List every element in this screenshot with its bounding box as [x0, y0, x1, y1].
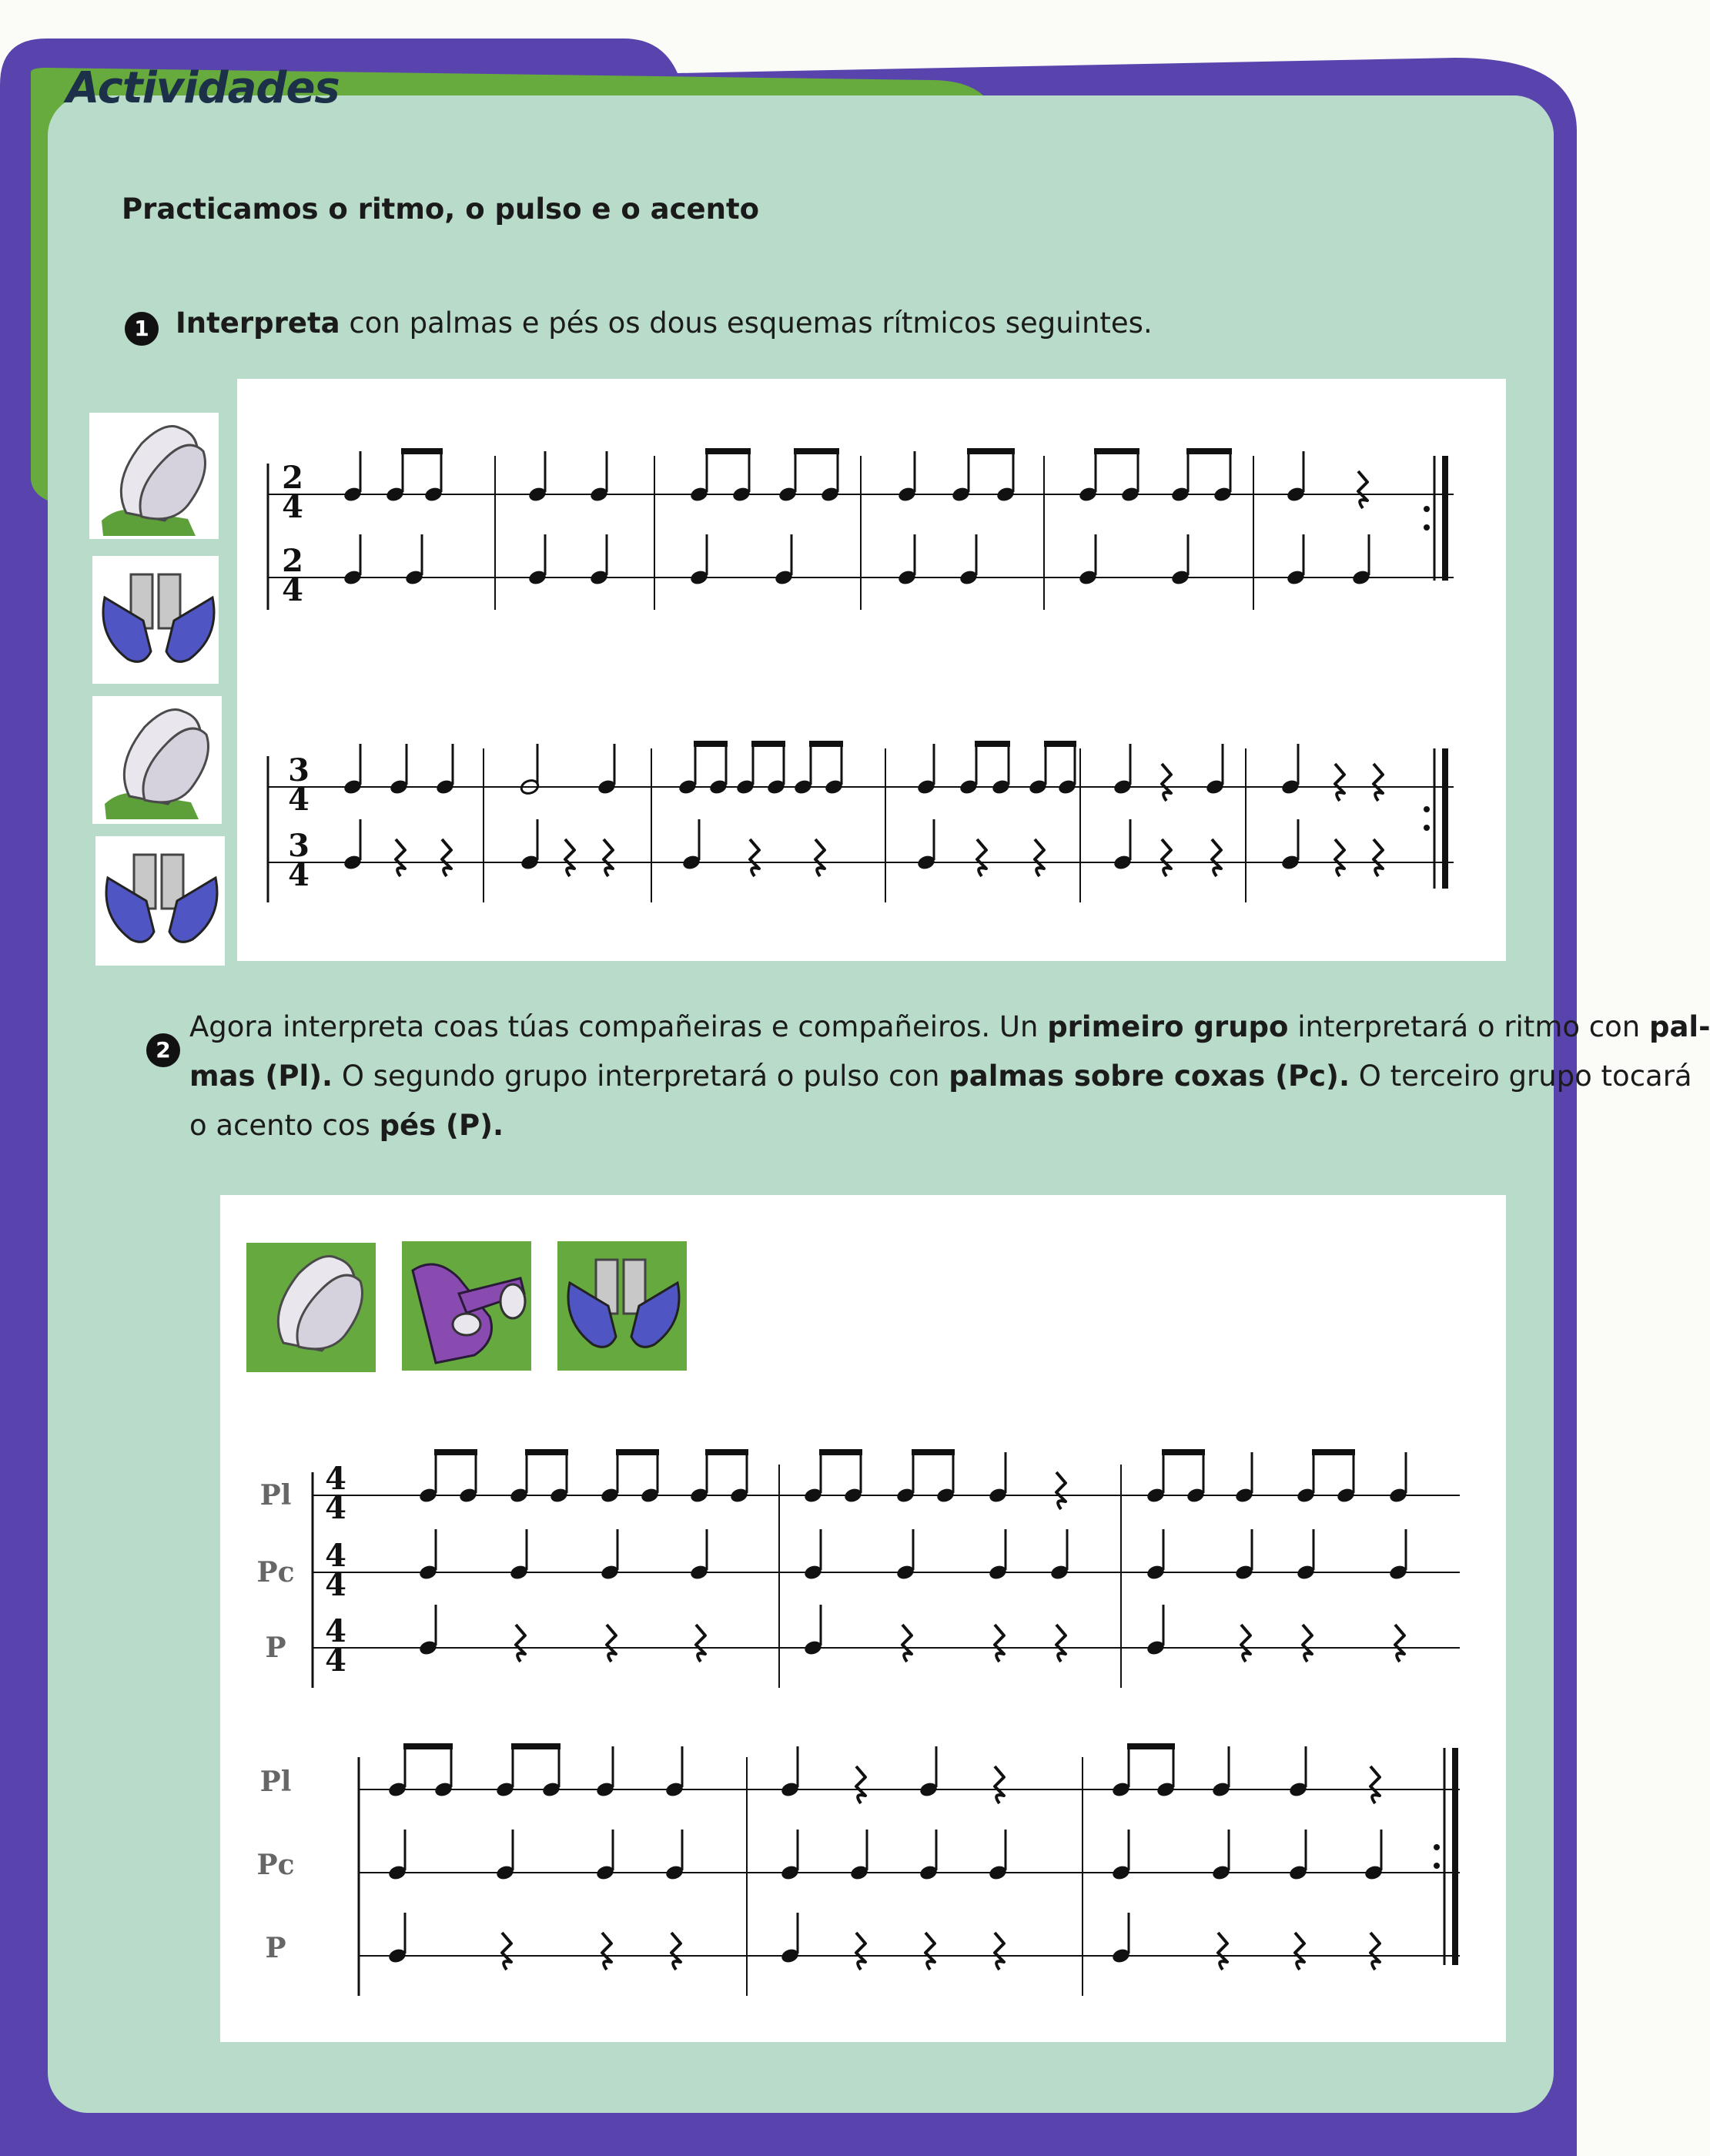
- quarter-rest: [902, 1625, 912, 1662]
- staff-row-label: P: [265, 1932, 286, 1964]
- act2-t2: interpretará o ritmo con: [1288, 1010, 1649, 1043]
- quarter-rest: [1212, 839, 1221, 876]
- section-heading: Practicamos o ritmo, o pulso e o acento: [122, 192, 760, 226]
- quarter-rest: [1035, 839, 1044, 876]
- clapping-hands-icon: [89, 413, 219, 539]
- quarter-rest: [1056, 1625, 1066, 1662]
- activity-1-verb: Interpreta: [176, 306, 340, 340]
- act2-b1: primeiro grupo: [1047, 1010, 1289, 1043]
- time-signature-bottom: 4: [325, 1490, 346, 1526]
- quarter-rest: [1295, 1933, 1304, 1970]
- repeat-dot: [1424, 806, 1430, 812]
- time-signature-bottom: 4: [325, 1567, 346, 1603]
- final-barline: [1442, 748, 1448, 889]
- quarter-rest: [396, 839, 405, 876]
- quarter-rest: [856, 1766, 865, 1803]
- score-1-box: [237, 379, 1506, 961]
- time-signature-bottom: 4: [325, 1642, 346, 1679]
- act2-t1: Agora interpreta coas túas compañeiras e compañeiros. Un: [189, 1010, 1048, 1043]
- staff-row-label: Pl: [259, 1766, 292, 1798]
- eighth-beam: [794, 448, 839, 454]
- feet-icon-tile-1: [92, 556, 219, 684]
- quarter-rest: [1395, 1625, 1404, 1662]
- activity-1-text: con palmas e pés os dous esquemas rítmicos seguintes.: [340, 306, 1153, 340]
- quarter-rest: [565, 839, 574, 876]
- eighth-beam: [809, 741, 843, 747]
- final-barline: [1452, 1748, 1458, 1965]
- quarter-rest: [442, 839, 451, 876]
- eighth-beam: [1127, 1743, 1175, 1749]
- eighth-beam: [525, 1449, 568, 1455]
- quarter-rest: [815, 839, 825, 876]
- staff-row-label: Pc: [256, 1556, 295, 1589]
- quarter-rest: [1241, 1625, 1250, 1662]
- quarter-rest: [671, 1933, 681, 1970]
- quarter-rest: [1374, 839, 1383, 876]
- quarter-rest: [925, 1933, 935, 1970]
- quarter-rest: [977, 839, 986, 876]
- time-signature-top: 2: [282, 460, 303, 496]
- quarter-rest: [502, 1933, 511, 1970]
- rhythm-score-activity-1: [237, 379, 1506, 961]
- quarter-rest: [1370, 1933, 1380, 1970]
- rhythm-score-activity-2: [220, 1195, 1506, 2042]
- clap-icon-tile-2: [92, 696, 222, 824]
- quarter-rest: [1374, 764, 1383, 801]
- act2-b2b: mas (Pl).: [189, 1060, 333, 1093]
- quarter-rest: [1303, 1625, 1312, 1662]
- quarter-rest: [995, 1766, 1004, 1803]
- eighth-beam: [819, 1449, 862, 1455]
- quarter-rest: [1335, 839, 1344, 876]
- quarter-rest: [1335, 764, 1344, 801]
- feet-stomp-icon: [95, 836, 225, 966]
- quarter-rest: [696, 1625, 705, 1662]
- act2-t5: o acento cos: [189, 1109, 380, 1142]
- eighth-beam: [401, 448, 443, 454]
- eighth-beam: [403, 1743, 453, 1749]
- clap-icon-tile-1: [89, 413, 219, 539]
- eighth-beam: [1044, 741, 1076, 747]
- eighth-beam: [434, 1449, 477, 1455]
- quarter-rest: [1358, 471, 1367, 508]
- eighth-beam: [694, 741, 728, 747]
- quarter-rest: [516, 1625, 525, 1662]
- final-barline: [1442, 456, 1448, 581]
- eighth-beam: [1312, 1449, 1355, 1455]
- feet-icon-tile-2: [95, 836, 225, 966]
- act2-t4: O terceiro grupo tocará: [1350, 1060, 1692, 1093]
- eighth-beam: [705, 448, 751, 454]
- time-signature-bottom: 4: [288, 782, 310, 818]
- eighth-beam: [975, 741, 1010, 747]
- repeat-dot: [1424, 524, 1430, 531]
- eighth-beam: [1162, 1449, 1205, 1455]
- score-2-box: [220, 1195, 1506, 2042]
- feet-stomp-icon: [92, 556, 219, 684]
- quarter-rest: [856, 1933, 865, 1970]
- time-signature-bottom: 4: [282, 572, 303, 608]
- quarter-rest: [607, 1625, 616, 1662]
- act2-t3: O segundo grupo interpretará o pulso con: [333, 1060, 949, 1093]
- eighth-beam: [1094, 448, 1139, 454]
- quarter-rest: [604, 839, 613, 876]
- eighth-beam: [1186, 448, 1232, 454]
- act2-b3: palmas sobre coxas (Pc).: [949, 1060, 1350, 1093]
- staff-row-label: Pc: [256, 1849, 295, 1881]
- repeat-dot: [1434, 1844, 1440, 1850]
- time-signature-top: 3: [288, 752, 310, 788]
- activity-1-number: 1: [125, 312, 159, 346]
- quarter-rest: [995, 1625, 1004, 1662]
- time-signature-top: 3: [288, 828, 310, 864]
- act2-b2a: pal-: [1648, 1010, 1710, 1043]
- clapping-hands-icon: [92, 696, 222, 824]
- time-signature-top: 4: [325, 1613, 346, 1649]
- eighth-beam: [616, 1449, 659, 1455]
- repeat-dot: [1424, 506, 1430, 512]
- staff-row-label: P: [265, 1632, 286, 1664]
- eighth-beam: [511, 1743, 561, 1749]
- time-signature-bottom: 4: [288, 857, 310, 893]
- time-signature-top: 4: [325, 1461, 346, 1497]
- quarter-rest: [1370, 1766, 1380, 1803]
- activity-2-number: 2: [146, 1033, 180, 1067]
- quarter-rest: [1162, 764, 1171, 801]
- staff-row-label: Pl: [259, 1479, 292, 1512]
- time-signature-top: 4: [325, 1538, 346, 1574]
- quarter-rest: [1218, 1933, 1227, 1970]
- quarter-rest: [602, 1933, 611, 1970]
- eighth-beam: [705, 1449, 748, 1455]
- quarter-rest: [750, 839, 759, 876]
- act2-b5: pés (P).: [379, 1109, 504, 1142]
- quarter-rest: [1056, 1472, 1066, 1509]
- activity-1-instruction: [176, 299, 1153, 348]
- eighth-beam: [751, 741, 785, 747]
- quarter-rest: [995, 1933, 1004, 1970]
- eighth-beam: [967, 448, 1015, 454]
- activity-2-instruction: [189, 1003, 1710, 1150]
- repeat-dot: [1424, 825, 1430, 831]
- time-signature-top: 2: [282, 543, 303, 579]
- quarter-rest: [1162, 839, 1171, 876]
- time-signature-bottom: 4: [282, 489, 303, 525]
- page-title: Actividades: [66, 63, 340, 113]
- eighth-beam: [912, 1449, 955, 1455]
- repeat-dot: [1434, 1863, 1440, 1869]
